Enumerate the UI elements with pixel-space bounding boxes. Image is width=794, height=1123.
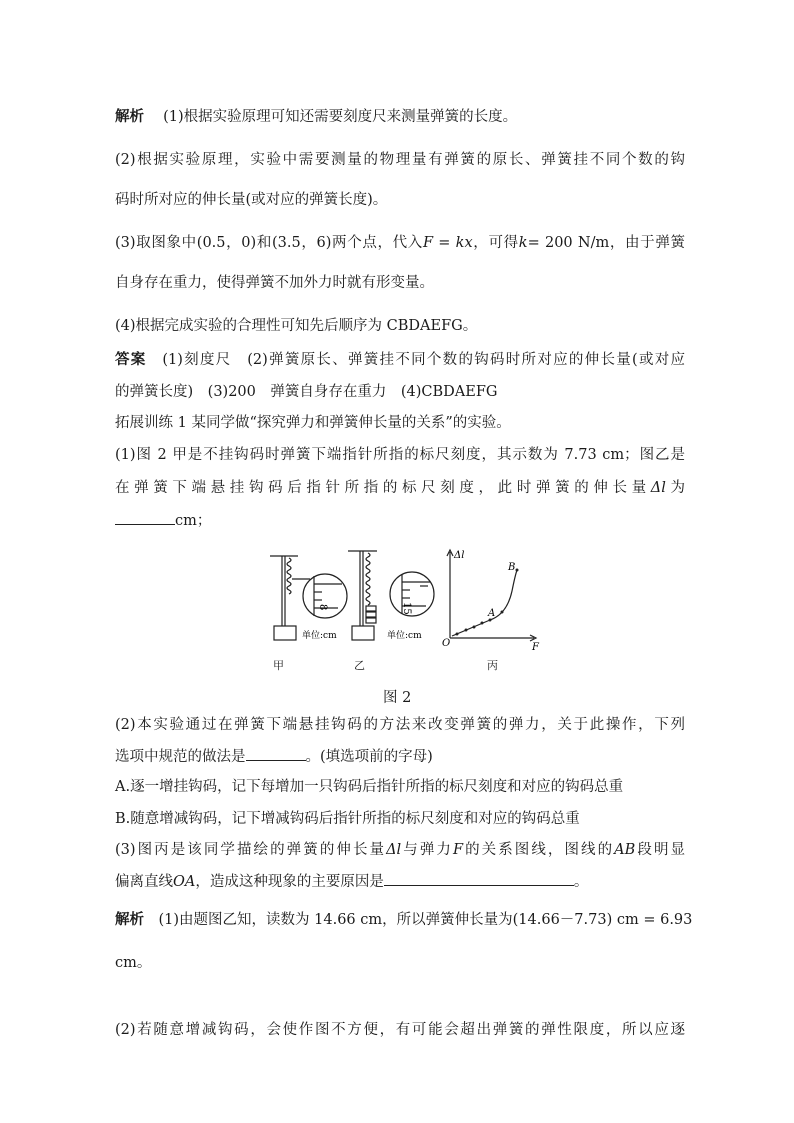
axis-y-label: Δl	[454, 550, 465, 561]
analysis2-line1	[115, 910, 693, 930]
dial2-number: 15	[401, 602, 412, 615]
q3-l2a: 偏离直线	[115, 874, 173, 890]
figure-caption: 图 2	[383, 690, 412, 706]
exercise-q2-line1: (2)本实验通过在弹簧下端悬挂钩码的方法来改变弹簧的弹力，关于此操作，下列	[115, 717, 685, 733]
symbol-delta-l: Δl	[650, 480, 666, 496]
axis-x-label: F	[532, 642, 539, 653]
dial1-number: 8	[317, 604, 328, 611]
answer1-line1	[115, 350, 685, 370]
q3-l1g: 段明显	[635, 842, 686, 858]
exercise-q2-line2	[115, 746, 685, 767]
q3-l2c: ，造成这种现象的主要原因是	[195, 874, 384, 890]
analysis1-l4c: ，可得	[472, 235, 519, 251]
symbol-k: k	[518, 235, 528, 251]
analysis2-text1: (1)由题图乙知，读数为 14.66 cm，所以弹簧伸长量为(14.66－7.73) cm = 6.93	[158, 912, 693, 928]
point-a-label: A	[488, 608, 496, 619]
analysis1-line5: 自身存在重力，使得弹簧不加外力时就有形变量。	[115, 275, 434, 291]
analysis1-line3: 码时所对应的伸长量(或对应的弹簧长度)。	[115, 192, 388, 208]
exercise-title: 拓展训练 1 某同学做“探究弹力和弹簧伸长量的关系”的实验。	[115, 415, 511, 431]
apparatus-yi	[348, 551, 434, 640]
q3-l1e: 的关系图线，图线的	[463, 842, 615, 858]
analysis2-line2: cm。	[115, 955, 152, 971]
figure-2-apparatus	[262, 546, 552, 674]
q1-l2c: 为	[665, 480, 686, 496]
unit-label-2: 单位:cm	[387, 631, 422, 641]
analysis2-label: 解析	[115, 911, 144, 928]
q3-l1a: (3)图丙是该同学描绘的弹簧的伸长量	[115, 842, 387, 858]
graph-bing	[447, 550, 536, 641]
exercise-q1-line3	[115, 510, 685, 531]
analysis1-line6: (4)根据完成实验的合理性可知先后顺序为 CBDAEFG。	[115, 318, 478, 334]
label-bing: 丙	[487, 659, 498, 672]
q2-l2b: 。(填选项前的字母)	[305, 749, 433, 765]
q3-ab: AB	[614, 842, 636, 858]
answer-blank-3[interactable]	[384, 871, 574, 886]
analysis1-text1: (1)根据实验原理可知还需要刻度尺来测量弹簧的长度。	[163, 109, 518, 125]
answer-blank-2[interactable]	[246, 746, 306, 761]
apparatus-jia	[270, 556, 347, 640]
analysis1-l4a: (3)取图象中(0.5，0)和(3.5，6)两个点，代入	[115, 235, 423, 251]
exercise-q3-line1	[115, 840, 685, 860]
origin-label: O	[442, 638, 451, 649]
q3-l1c: 与弹力	[401, 842, 453, 858]
exercise-q1-line1: (1)图 2 甲是不挂钩码时弹簧下端指针所指的标尺刻度，其示数为 7.73 cm；图乙是	[115, 447, 685, 463]
answer-blank-1[interactable]	[115, 510, 175, 525]
q3-l2d: 。	[573, 874, 589, 890]
q3-oa: OA	[173, 874, 196, 890]
answer1-text1: (1)刻度尺 (2)弹簧原长、弹簧挂不同个数的钩码时所对应的伸长量(或对应	[162, 352, 686, 368]
point-b-label: B	[508, 562, 516, 573]
analysis2-line3: (2)若随意增减钩码，会使作图不方便，有可能会超出弹簧的弹性限度，所以应逐	[115, 1022, 685, 1038]
q3-f: F	[452, 842, 464, 858]
label-yi: 乙	[354, 659, 365, 672]
q1-l2a: 在弹簧下端悬挂钩码后指针所指的标尺刻度，此时弹簧的伸长量	[115, 480, 651, 496]
answer1-line2: 的弹簧长度) (3)200 弹簧自身存在重力 (4)CBDAEFG	[115, 384, 498, 400]
exercise-q1-line2	[115, 478, 685, 498]
label-jia: 甲	[273, 659, 284, 672]
formula-f-kx: F = kx	[422, 235, 473, 251]
answer1-label: 答案	[115, 351, 147, 368]
option-b: B.随意增减钩码，记下增减钩码后指针所指的标尺刻度和对应的钩码总重	[115, 811, 580, 827]
q3-delta-l: Δl	[386, 842, 402, 858]
unit-label-1: 单位:cm	[302, 631, 337, 641]
analysis1-label: 解析	[115, 108, 144, 125]
option-a: A.逐一增挂钩码，记下每增加一只钩码后指针所指的标尺刻度和对应的钩码总重	[115, 779, 624, 795]
exercise-q3-line2	[115, 871, 685, 892]
q2-l2a: 选项中规范的做法是	[115, 749, 246, 765]
analysis1-line4	[115, 233, 685, 253]
analysis1-line1	[115, 107, 685, 127]
analysis1-line2: (2)根据实验原理，实验中需要测量的物理量有弹簧的原长、弹簧挂不同个数的钩	[115, 152, 685, 168]
q1-unit: cm；	[175, 513, 212, 529]
analysis1-l4e: = 200 N/m，由于弹簧	[527, 235, 685, 251]
